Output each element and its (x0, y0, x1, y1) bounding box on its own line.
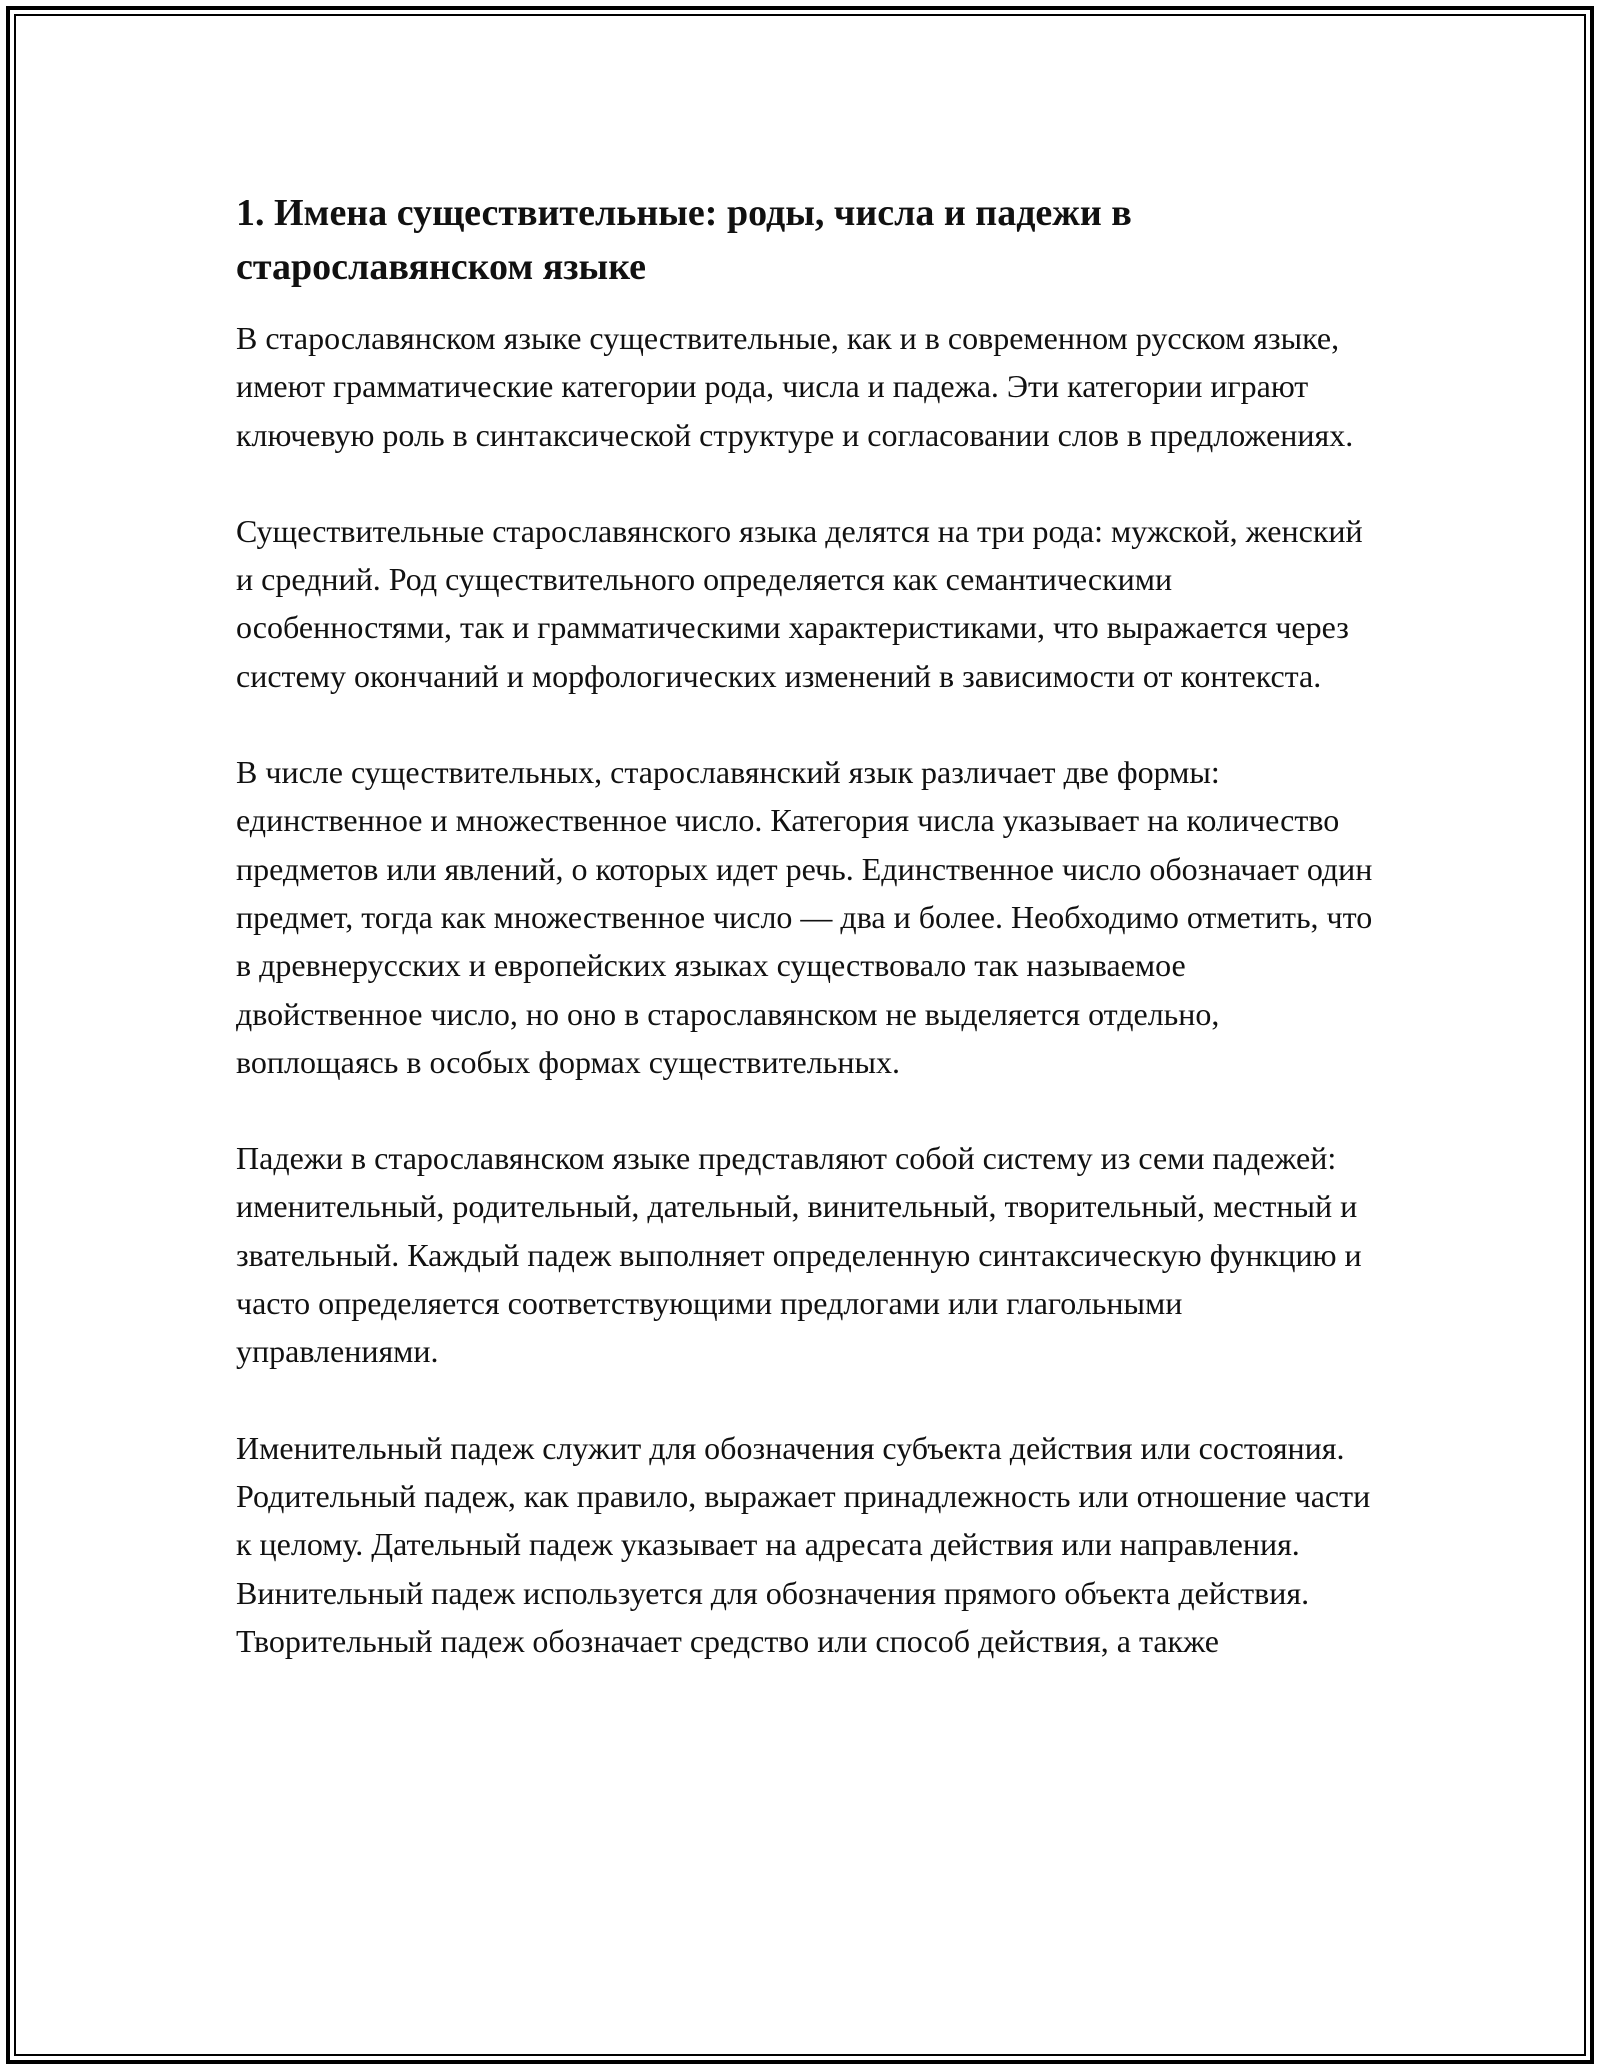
paragraph-case-functions: Именительный падеж служит для обозначения субъекта действия или состояния. Родительный падеж, как правило, выражает принадлежность или отношение части к целому. Дательный падеж указывает на адресата действия или направления. Винительный падеж используется для обозначения прямого объекта действия. Творительный падеж обозначает средство или способ действия, а также (236, 1429, 1371, 1659)
paragraph-gender: Существительные старославянского языка делятся на три рода: мужской, женский и средний. Род существительного определяется как семантическими особенностями, так и грамматическими характеристиками, что выражается через систему окончаний и морфологических изменений в зависимости от контекста. (236, 512, 1363, 694)
paragraph-cases: Падежи в старославянском языке представляют собой систему из семи падежей: именительный, родительный, дательный, винительный, творительный, местный и звательный. Каждый падеж выполняет определенную синтаксическую функцию и часто определяется соответствующими предлогами или глагольными управлениями. (236, 1140, 1362, 1370)
paragraph-number: В числе существительных, старославянский язык различает две формы: единственное и множественное число. Категория числа указывает на количество предметов или явлений, о которых идет речь. Единственное число обозначает один предмет, тогда как множественное число — два и более. Необходимо отметить, что в древнерусских и европейских языках существовало так называемое двойственное число, но оно в старославянском не выделяется отдельно, воплощаясь в особых формах существительных. (236, 754, 1373, 1080)
document-body (236, 186, 1376, 1713)
paragraph-categories: В старославянском языке существительные, как и в современном русском языке, имеют грамматические категории рода, числа и падежа. Эти категории играют ключевую роль в синтаксической структуре и согласовании слов в предложениях. (236, 320, 1354, 453)
section-heading: 1. Имена существительные: роды, числа и падежи в старославянском языке (236, 192, 1132, 288)
